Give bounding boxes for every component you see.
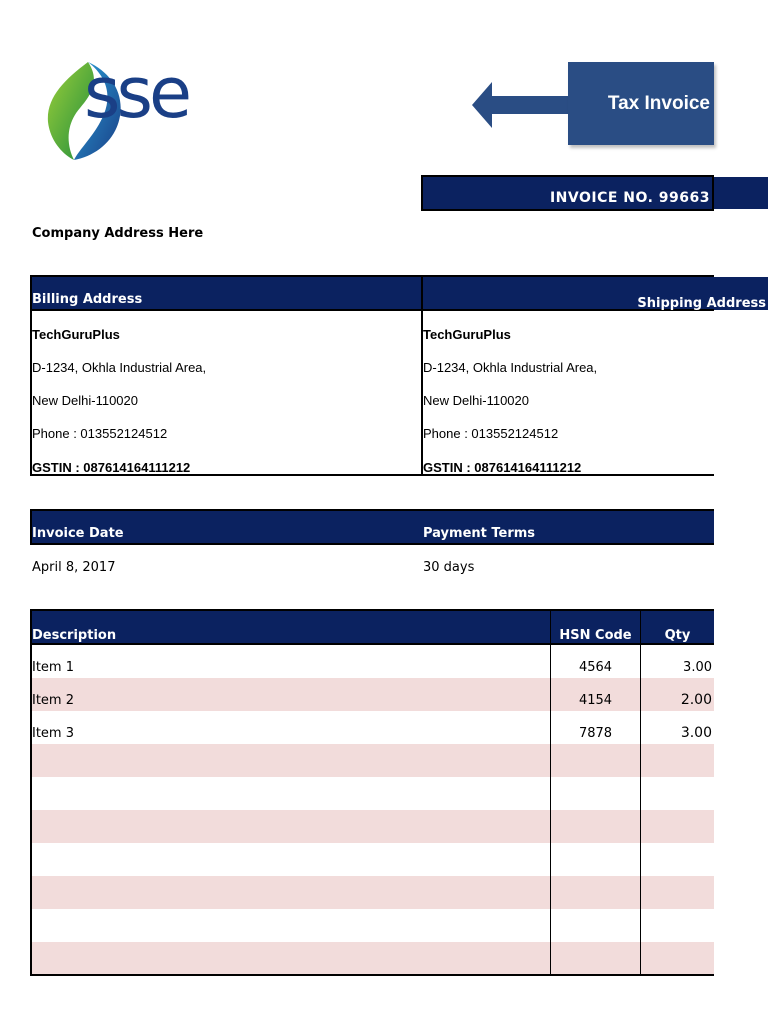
- hsn-column-header: HSN Code: [559, 628, 632, 643]
- shipping-address-header-clip: [423, 292, 766, 311]
- table-row-qty: 3.00: [680, 725, 712, 741]
- billing-line2: New Delhi-110020: [32, 393, 138, 408]
- shipping-line2: New Delhi-110020: [423, 393, 529, 408]
- table-row-hsn: 7878: [578, 726, 613, 741]
- invoice-number: INVOICE NO. 99663: [549, 190, 710, 206]
- tax-invoice-title: Tax Invoice: [607, 92, 710, 114]
- table-row-hsn: 4564: [578, 660, 613, 675]
- left-arrow-icon: [472, 82, 572, 128]
- table-row-description: Item 2: [32, 693, 74, 708]
- tax-invoice-banner: [568, 62, 714, 145]
- table-row-qty: 2.00: [680, 692, 712, 708]
- invoice-date-label: Invoice Date: [32, 526, 124, 541]
- table-row-hsn: 4154: [578, 693, 613, 708]
- invoice-date-value: April 8, 2017: [32, 560, 116, 575]
- billing-address-header: Billing Address: [32, 292, 143, 307]
- billing-name: TechGuruPlus: [32, 327, 120, 342]
- company-address: Company Address Here: [32, 226, 204, 241]
- shipping-line1: D-1234, Okhla Industrial Area,: [423, 360, 598, 375]
- payment-terms-value: 30 days: [423, 560, 475, 575]
- billing-gstin: GSTIN : 087614164111212: [32, 460, 191, 475]
- billing-line1: D-1234, Okhla Industrial Area,: [32, 360, 207, 375]
- invoice-meta-header: [30, 509, 714, 545]
- table-row-description: Item 1: [32, 660, 74, 675]
- table-row-qty: 3.00: [683, 660, 712, 675]
- payment-terms-label: Payment Terms: [423, 526, 536, 541]
- shipping-name: TechGuruPlus: [423, 327, 511, 342]
- shipping-phone: Phone : 013552124512: [423, 426, 559, 441]
- qty-column-header: Qty: [664, 628, 691, 643]
- shipping-gstin: GSTIN : 087614164111212: [423, 460, 582, 475]
- table-row-description: Item 3: [32, 726, 74, 741]
- logo-wordmark: sse: [84, 52, 189, 134]
- billing-phone: Phone : 013552124512: [32, 426, 168, 441]
- shipping-address-header: Shipping Address: [637, 296, 766, 311]
- invoice-number-bar-extension: [714, 177, 768, 209]
- description-column-header: Description: [32, 628, 117, 643]
